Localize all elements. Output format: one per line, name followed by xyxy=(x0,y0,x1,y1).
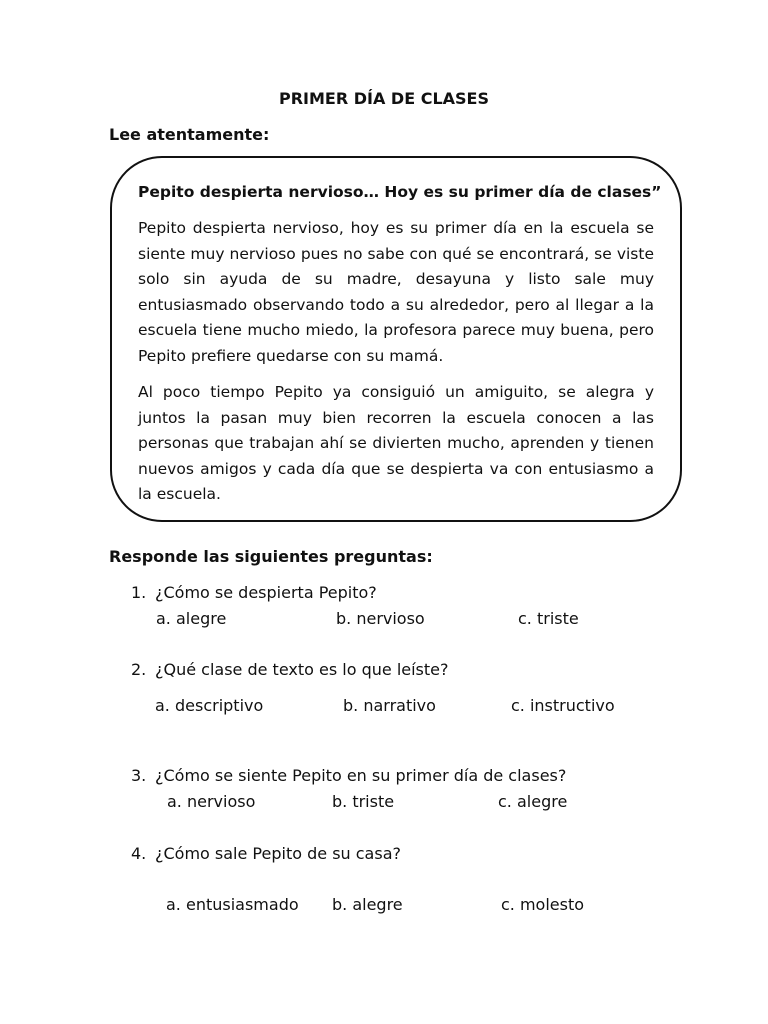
questions-heading: Responde las siguientes preguntas: xyxy=(109,547,433,566)
question-number: 1. xyxy=(131,583,147,602)
story-paragraph-1: Pepito despierta nervioso, hoy es su primer día en la escuela se siente muy nervioso pues no sabe con qué se encontrará, se viste solo sin ayuda de su madre, desayuna y listo sale muy entusiasmado observando todo a su alrededor, pero al llegar a la escuela tiene mucho miedo, la profesora parece muy buena, pero Pepito prefiere quedarse con su mamá. xyxy=(138,219,654,365)
question-2-option-a: a. descriptivo xyxy=(155,696,264,715)
question-2-option-c: c. instructivo xyxy=(511,696,615,715)
question-text: ¿Qué clase de texto es lo que leíste? xyxy=(155,660,449,679)
question-number: 2. xyxy=(131,660,147,679)
question-1 xyxy=(131,583,377,602)
story-heading: Pepito despierta nervioso… Hoy es su primer día de clases” xyxy=(138,183,662,201)
question-4-option-c: c. molesto xyxy=(501,895,585,914)
question-1-option-a: a. alegre xyxy=(156,609,227,628)
question-text: ¿Cómo se siente Pepito en su primer día de clases? xyxy=(155,766,567,785)
question-text: ¿Cómo sale Pepito de su casa? xyxy=(155,844,401,863)
question-4 xyxy=(131,844,401,863)
question-text: ¿Cómo se despierta Pepito? xyxy=(155,583,377,602)
question-1-option-b: b. nervioso xyxy=(336,609,425,628)
question-number: 4. xyxy=(131,844,147,863)
question-3-option-a: a. nervioso xyxy=(167,792,256,811)
question-2-option-b: b. narrativo xyxy=(343,696,436,715)
question-2 xyxy=(131,660,449,679)
question-4-option-a: a. entusiasmado xyxy=(166,895,299,914)
question-3 xyxy=(131,766,566,785)
question-3-option-c: c. alegre xyxy=(498,792,568,811)
story-paragraph-2: Al poco tiempo Pepito ya consiguió un amiguito, se alegra y juntos la pasan muy bien recorren la escuela conocen a las personas que trabajan ahí se divierten mucho, aprenden y tienen nuevos amigos y cada día que se despierta va con entusiasmo a la escuela. xyxy=(138,383,654,504)
page-title: PRIMER DÍA DE CLASES xyxy=(278,89,489,108)
question-1-option-c: c. triste xyxy=(518,609,579,628)
question-3-option-b: b. triste xyxy=(332,792,395,811)
question-4-option-b: b. alegre xyxy=(332,895,403,914)
instruction-text: Lee atentamente: xyxy=(109,125,270,144)
question-number: 3. xyxy=(131,766,147,785)
